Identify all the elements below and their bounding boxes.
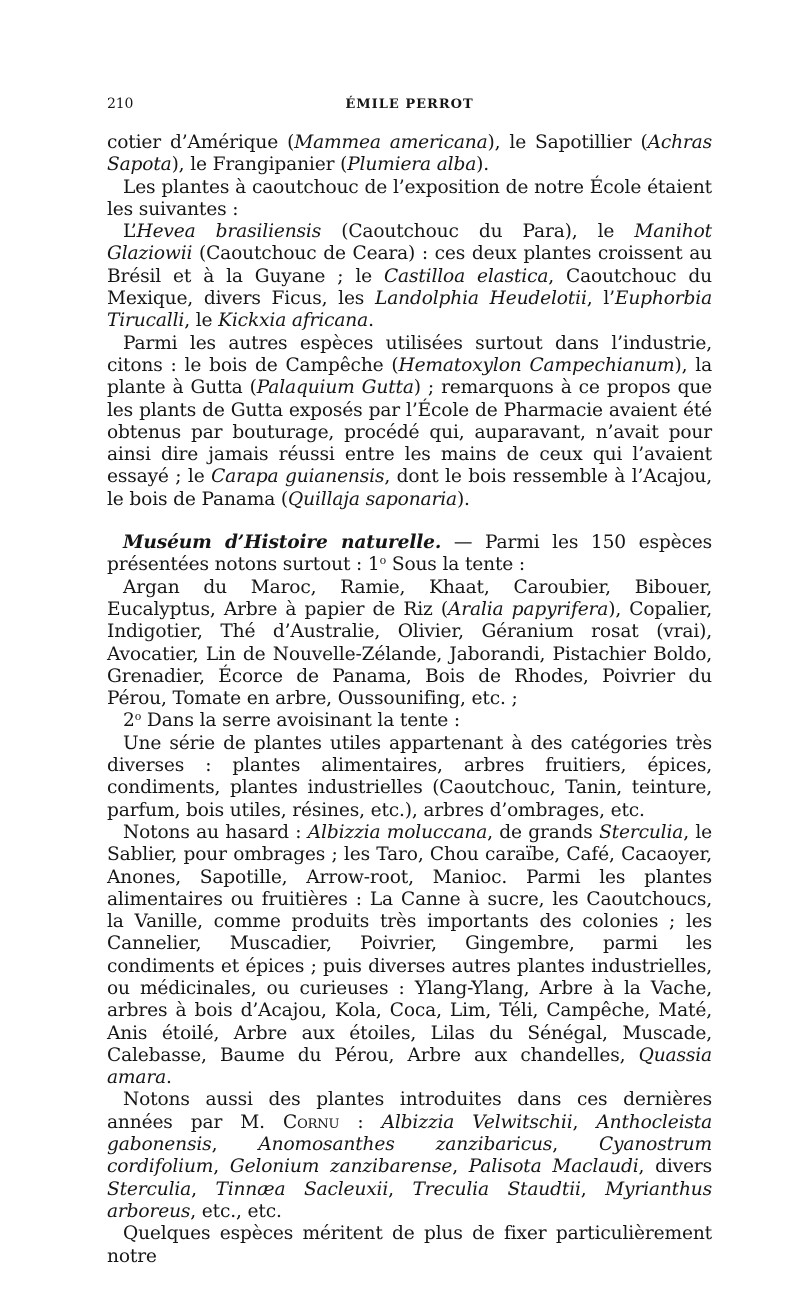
text-run: Dans la serre avoisinant la tente : xyxy=(141,710,460,732)
species-name: Carapa guianensis xyxy=(211,466,385,488)
species-name: Manihot Glaziowii xyxy=(107,221,712,265)
species-name: Albizzia Velwitschii xyxy=(381,1111,573,1133)
p-ecole-intro xyxy=(107,177,712,222)
text-run: Les plantes à caoutchouc de l’exposition de notre École étaient les suivantes : xyxy=(107,176,712,220)
text-run: ) ; remarquons à ce propos que les plants de Gutta exposés par l’École de Pharmacie avaient été obtenus par bouturage, procédé qui, auparavant, n’avait pour ainsi dire jamais réussi entre les mains de ceux qui l’avaient essayé ; le xyxy=(107,377,713,488)
text-run: , dont le bois ressemble à l’Acajou, le bois de Panama ( xyxy=(107,466,713,510)
p-museum xyxy=(107,532,712,577)
text-run: Argan du Maroc, Ramie, Khaat, Caroubier, Bibouer, Eucalyptus, Arbre à papier de Riz ( xyxy=(107,576,712,620)
species-name: Tinnæa Sacleuxii xyxy=(215,1178,389,1200)
species-name: Myrianthus arboreus xyxy=(107,1178,713,1222)
species-name: Castilloa elastica xyxy=(383,265,549,287)
species-name: Achras Sapota xyxy=(107,132,712,176)
text-run: Notons au hasard : xyxy=(123,821,308,843)
text-run: , Caoutchouc du Mexique, divers Ficus, les xyxy=(107,265,712,310)
page-number: 210 xyxy=(107,96,134,112)
text-run: . xyxy=(166,1067,172,1089)
p-argan xyxy=(107,577,712,711)
text-run: , xyxy=(191,1178,216,1200)
species-name: Hematoxylon Campechianum xyxy=(398,354,675,376)
text-run: ), le Frangipanier ( xyxy=(171,154,348,176)
species-name: Sterculia xyxy=(107,1178,192,1200)
text-run: : xyxy=(339,1111,382,1133)
species-name: Aralia papyrifera xyxy=(447,598,609,620)
species-name: Euphorbia Tirucalli xyxy=(107,288,712,332)
species-name: Quassia amara xyxy=(107,1044,712,1089)
text-run: , divers xyxy=(638,1156,712,1178)
text-run: ). xyxy=(476,154,490,176)
text-run: , l’ xyxy=(586,288,615,310)
p-opening xyxy=(107,132,712,177)
text-run: , le xyxy=(184,310,219,332)
species-name: Quillaja saponaria xyxy=(288,488,457,510)
text-run: . xyxy=(368,310,374,332)
ordinal-superscript: o xyxy=(134,710,142,724)
text-run: ), le Sapotillier ( xyxy=(487,132,648,153)
text-run: Sous la tente : xyxy=(386,554,526,576)
text-run: Parmi les autres espèces utilisées surtout dans l’industrie, citons : le bois de Campêche ( xyxy=(107,332,712,376)
text-run: , xyxy=(580,1178,606,1200)
text-run: , etc., etc. xyxy=(190,1200,282,1222)
text-run: Une série de plantes utiles appartenant à des catégories très diverses : plantes alimentaires, arbres fruitiers, épices, condiments, plantes industrielles (Caoutchouc, Tanin, teinture, parfum, bois utiles, résines, etc.), arbres d’ombrages, etc. xyxy=(107,732,712,821)
text-run: (Caoutchouc du Para), le xyxy=(321,221,635,243)
section-heading: Muséum d’Histoire naturelle. xyxy=(123,532,442,554)
text-run: Quelques espèces méritent de plus de fixer particulièrement notre xyxy=(107,1223,712,1267)
text-run: , xyxy=(388,1178,413,1200)
text-run: , xyxy=(552,1134,599,1156)
ordinal-superscript: o xyxy=(379,554,387,568)
species-name: Hevea brasiliensis xyxy=(136,221,322,243)
text-run: ). xyxy=(456,488,470,510)
species-name: Albizzia moluccana xyxy=(307,821,488,843)
text-run: — Parmi les 150 espèces présentées notons surtout : 1 xyxy=(107,532,712,576)
text-run: L’ xyxy=(123,221,137,243)
species-name: Anomosanthes zanzibaricus xyxy=(258,1134,553,1156)
page-header xyxy=(107,96,712,120)
p-closing xyxy=(107,1223,712,1268)
text-run: , xyxy=(211,1134,259,1156)
text-run: 2 xyxy=(123,710,135,732)
species-name: Treculia Staudtii xyxy=(412,1178,581,1200)
text-run: cotier d’Amérique ( xyxy=(107,132,295,153)
text-run: , xyxy=(213,1156,230,1178)
text-run: , de grands xyxy=(487,821,600,843)
species-name: Palisota Maclaudi xyxy=(468,1156,639,1178)
p-hasard xyxy=(107,822,712,1090)
text-body xyxy=(107,132,712,1268)
species-name: Kickxia africana xyxy=(218,310,369,332)
p-serre xyxy=(107,710,712,732)
text-run: , xyxy=(572,1111,597,1133)
section-gap xyxy=(107,511,712,532)
species-name: Mammea americana xyxy=(294,132,488,153)
text-run: Notons aussi des plantes introduites dans ces dernières années par M. xyxy=(107,1089,712,1133)
p-campeche xyxy=(107,333,712,511)
running-title: ÉMILE PERROT xyxy=(345,97,474,112)
species-name: Anthocleista gabonensis xyxy=(107,1111,713,1156)
species-name: Plumiera alba xyxy=(347,154,477,176)
text-run: ), la plante à Gutta ( xyxy=(107,354,713,399)
species-name: Sterculia xyxy=(599,821,684,843)
species-name: Gelonium zanzibarense xyxy=(229,1156,453,1178)
text-run: ), Copalier, Indigotier, Thé d’Australie, Olivier, Géranium rosat (vrai), Avocatier, Lin de Nouvelle-Zélande, Jaborandi, Pistachier Boldo, Grenadier, Écorce de Panama, Bois de Rhodes, Poivrier du Pérou, Tomate en arbre, Oussounifing, etc. ; xyxy=(107,598,712,710)
p-cornu xyxy=(107,1089,712,1223)
p-serie xyxy=(107,733,712,822)
species-name: Landolphia Heudelotii xyxy=(375,288,587,310)
text-run: , xyxy=(452,1156,469,1178)
species-name: Cyanostrum cordifolium xyxy=(107,1134,712,1178)
author-name: Cornu xyxy=(283,1111,340,1133)
text-run: (Caoutchouc de Ceara) : ces deux plantes croissent au Brésil et à la Guyane ; le xyxy=(107,243,712,287)
p-hevea xyxy=(107,221,712,332)
species-name: Palaquium Gutta xyxy=(256,377,414,399)
text-run: , le Sablier, pour ombrages ; les Taro, Chou caraïbe, Café, Cacaoyer, Anones, Sapotille, Arrow-root, Manioc. Parmi les plantes alimentaires ou fruitières : La Canne à sucre, les Caoutchoucs, la Vanille, comme produits très importants des colonies ; les Cannelier, Muscadier, Poivrier, Gingembre, parmi les condiments et épices ; puis diverses autres plantes industrielles, ou médicinales, ou curieuses : Ylang-Ylang, Arbre à la Vache, arbres à bois d’Acajou, Kola, Coca, Lim, Téli, Campêche, Maté, Anis étoilé, Arbre aux étoiles, Lilas du Sénégal, Muscade, Calebasse, Baume du Pérou, Arbre aux chandelles, xyxy=(107,821,712,1066)
